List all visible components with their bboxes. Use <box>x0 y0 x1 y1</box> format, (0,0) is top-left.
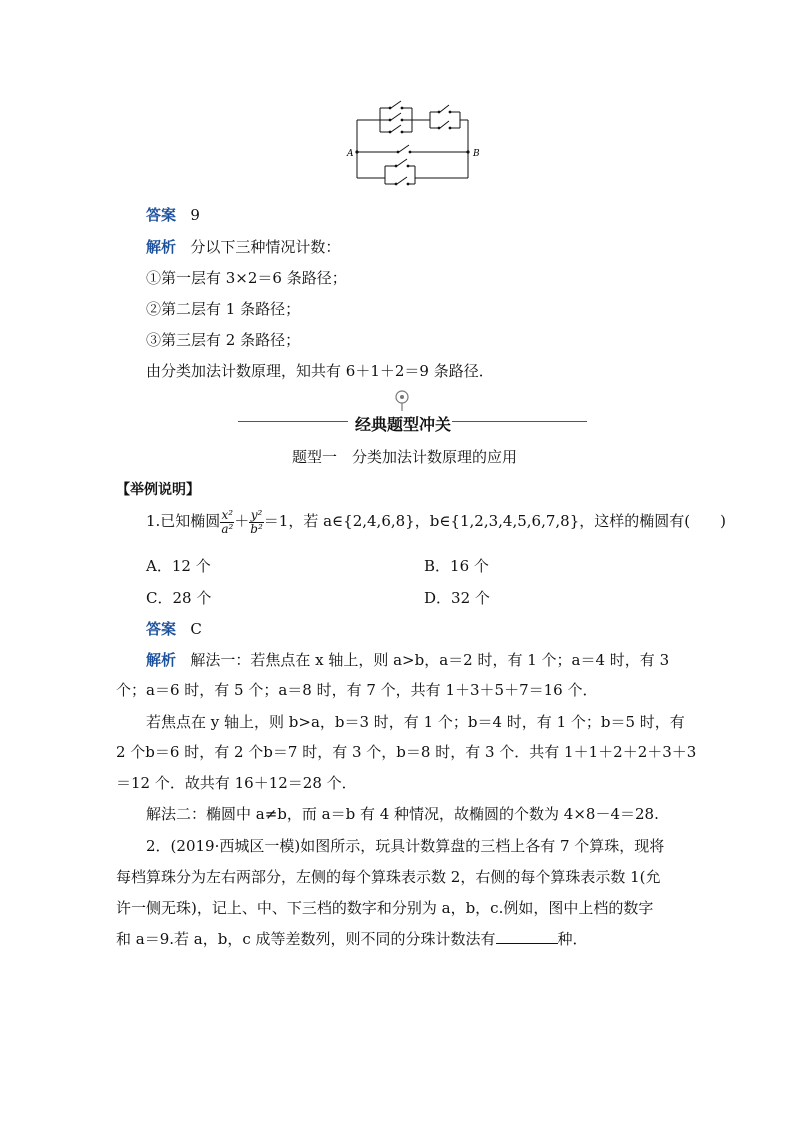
analysis-2-line: 解法一：若焦点在 x 轴上，则 a>b，a＝2 时，有 1 个；a＝4 时，有 3 <box>190 651 670 669</box>
circuit-label-b: B <box>473 149 480 159</box>
option-a: A．12 个 <box>146 557 211 575</box>
answer-1 <box>146 205 200 225</box>
fraction-y-num: y² <box>250 507 263 522</box>
fraction-x-den: a² <box>221 521 234 536</box>
section-title: 经典题型冲关 <box>355 415 452 434</box>
q2-tail: 种． <box>557 930 588 948</box>
q2-line: 2．(2019·西城区一模)如图所示，玩具计数算盘的三档上各有 7 个算珠，现将 <box>146 837 665 855</box>
circuit-label-a: A <box>347 149 354 159</box>
answer-2 <box>146 619 202 639</box>
analysis-1-line: ②第二层有 1 条路径； <box>146 300 301 318</box>
analysis-1-line: 由分类加法计数原理，知共有 6＋1＋2＝9 条路径． <box>146 362 494 380</box>
analysis-1-line: ③第三层有 2 条路径； <box>146 331 301 349</box>
analysis-2-line: 解法二：椭圆中 a≠b，而 a＝b 有 4 种情况，故椭圆的个数为 4×8－4＝28. <box>146 805 659 823</box>
analysis-label: 解析 <box>146 238 177 256</box>
section-rule-left <box>238 421 348 422</box>
q2-line: 许一侧无珠)，记上、中、下三档的数字和分别为 a，b，c.例如，图中上档的数字 <box>116 899 654 917</box>
answer-value: C <box>190 620 202 638</box>
q2-line: 和 a＝9.若 a，b，c 成等差数列，则不同的分珠计数法有 <box>116 930 496 948</box>
analysis-2-line: ＝12 个．故共有 16＋12＝28 个． <box>116 774 357 792</box>
q2-last-line <box>116 929 588 949</box>
analysis-2-line: 若焦点在 y 轴上，则 b>a，b＝3 时，有 1 个；b＝4 时，有 1 个；b＝5 时，有 <box>146 713 685 731</box>
analysis-1-intro <box>146 237 340 257</box>
q1-suffix: ＝1，若 a∈{2,4,6,8}，b∈{1,2,3,4,5,6,7,8}，这样的椭圆有( ) <box>263 512 726 530</box>
option-d: D．32 个 <box>424 589 490 607</box>
section-subtitle: 题型一 分类加法计数原理的应用 <box>292 448 518 466</box>
fraction-y <box>249 509 264 536</box>
analysis-intro: 分以下三种情况计数： <box>190 238 341 256</box>
question-1 <box>146 507 726 536</box>
analysis-2-line: 个；a＝6 时，有 5 个；a＝8 时，有 7 个，共有 1＋3＋5＋7＝16 个． <box>116 681 598 699</box>
fraction-y-den: b² <box>250 521 263 536</box>
answer-value: 9 <box>190 206 200 224</box>
q2-line: 每档算珠分为左右两部分，左侧的每个算珠表示数 2，右侧的每个算珠表示数 1(允 <box>116 868 661 886</box>
q1-plus: ＋ <box>234 512 250 530</box>
answer-label: 答案 <box>146 620 177 638</box>
pin-icon <box>394 390 410 412</box>
example-label: 【举例说明】 <box>116 482 200 498</box>
fraction-x-num: x² <box>221 507 234 522</box>
analysis-label: 解析 <box>146 651 177 669</box>
option-c: C．28 个 <box>146 589 212 607</box>
analysis-1-line: ①第一层有 3×2＝6 条路径； <box>146 269 347 287</box>
option-b: B．16 个 <box>424 557 489 575</box>
analysis-2-first <box>146 650 669 670</box>
circuit-diagram <box>345 96 490 191</box>
section-rule-right <box>452 421 587 422</box>
answer-blank[interactable] <box>496 929 558 944</box>
fraction-x <box>220 509 234 536</box>
answer-label: 答案 <box>146 206 177 224</box>
analysis-2-line: 2 个b＝6 时，有 2 个b＝7 时，有 3 个，b＝8 时，有 3 个．共有 1＋1＋2＋2＋3＋3 <box>116 743 697 761</box>
q1-prefix: 1.已知椭圆 <box>146 512 221 530</box>
